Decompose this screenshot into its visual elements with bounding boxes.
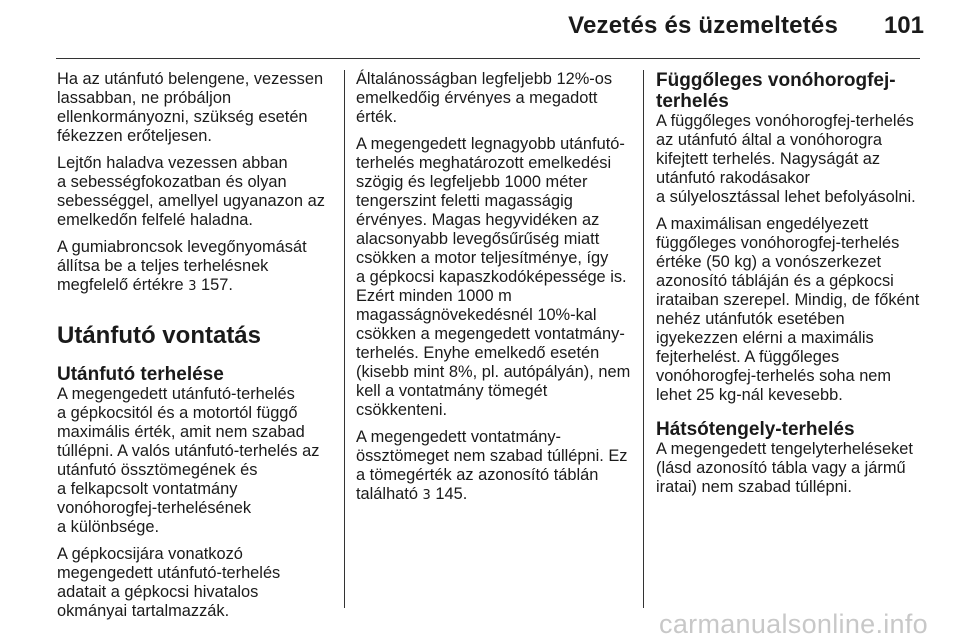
column-3 — [656, 70, 932, 505]
watermark: carmanualsonline.info — [659, 609, 928, 639]
subsection-heading: Utánfutó terhelése — [57, 364, 224, 385]
column-1 — [57, 70, 333, 629]
paragraph: A függőleges vonóhorogfej-terhelés az utánfutó által a vonóhorogra kifejtett terhelés. Nagyságát az utánfutó rakodásakor a súlyelosztással lehet befolyásolni. — [656, 112, 916, 206]
paragraph-with-reference — [57, 238, 333, 296]
paragraph-with-reference — [356, 428, 632, 505]
paragraph: A gépkocsijára vonatkozó megengedett utánfutó-terhelés adatait a gépkocsi hivatalos okmányai tartalmazzák. — [57, 545, 281, 620]
paragraph-text: A gumiabroncsok levegőnyomását állítsa be a teljes terhelésnek megfelelő értékre — [57, 238, 307, 294]
page-reference-icon: 3 — [422, 488, 431, 503]
page-reference-icon: 3 — [188, 279, 197, 294]
page-reference[interactable]: 145. — [430, 485, 468, 503]
page-header — [0, 0, 960, 60]
paragraph: Ha az utánfutó belengene, vezessen lassabban, ne próbáljon ellenkormányozni, szükség esetén fékezzen erőteljesen. — [57, 70, 324, 145]
header-rule — [56, 58, 920, 59]
page-reference[interactable]: 157. — [196, 276, 233, 294]
page-number: 101 — [883, 12, 924, 39]
paragraph: A megengedett utánfutó-terhelés a gépkocsitól és a motortól függő maximális érték, amit nem szabad túllépni. A valós utánfutó-terhelés az utánfutó össztömegének és a felkapcsolt vontatmány vonóhorogfej-terhelésének a különbsége. — [57, 385, 320, 536]
column-2 — [356, 70, 632, 513]
paragraph-text: A megengedett vontatmány- össztömeget nem szabad túllépni. Ez a tömegérték az azonosító táblán található — [356, 428, 628, 503]
column-divider-1 — [344, 70, 345, 608]
subsection-heading: Függőleges vonóhorogfej- terhelés — [656, 70, 896, 112]
paragraph: Általánosságban legfeljebb 12%-os emelkedőig érvényes a megadott érték. — [356, 70, 613, 126]
column-divider-2 — [643, 70, 644, 608]
paragraph: A megengedett tengelyterheléseket (lásd azonosító tábla vagy a jármű iratai) nem szabad túllépni. — [656, 440, 913, 496]
paragraph: A megengedett legnagyobb utánfutó- terhelés meghatározott emelkedési szögig és legfeljebb 1000 méter tengerszint feletti magasságig érvényes. Magas hegyvidéken az alacsonyabb levegősűrűség miatt csökken a motor teljesítménye, így a gépkocsi kapaszkodóképessége is. Ezért minden 1000 m magasságnövekedésnél 10%-kal csökken a megengedett vontatmány- terhelés. Enyhe emelkedő esetén (kisebb mint 8%, pl. autópályán), nem kell a vontatmány tömegét csökkenteni. — [356, 135, 631, 419]
page-title: Vezetés és üzemeltetés — [568, 12, 838, 39]
paragraph: A maximálisan engedélyezett függőleges vonóhorogfej-terhelés értéke (50 kg) a vonószerkezet azonosító tábláján és a gépkocsi irataiban szerepel. Mindig, de főként nehéz utánfutók esetében igyekezzen elérni a maximális fejterhelést. A függőleges vonóhorogfej-terhelés soha nem lehet 25 kg-nál kevesebb. — [656, 215, 920, 404]
subsection-heading: Hátsótengely-terhelés — [656, 419, 855, 440]
section-heading: Utánfutó vontatás — [57, 322, 261, 349]
paragraph: Lejtőn haladva vezessen abban a sebességfokozatban és olyan sebességgel, amellyel ugyanazon az emelkedőn felfelé haladna. — [57, 154, 325, 229]
